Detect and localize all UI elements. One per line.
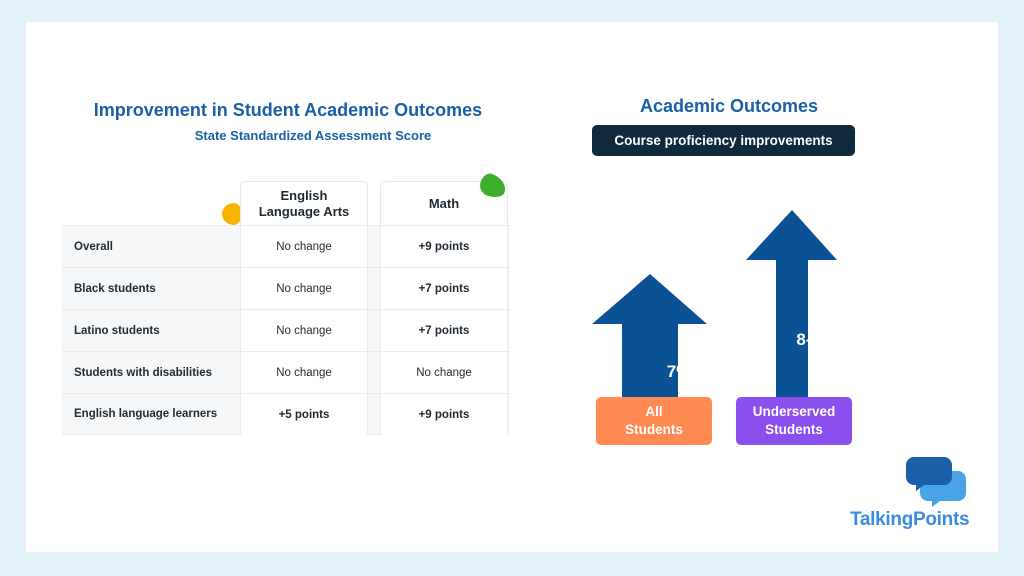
- row-label: Overall: [74, 240, 113, 253]
- column-header-ela-label: English Language Arts: [258, 187, 350, 219]
- outcomes-table: [62, 181, 510, 435]
- math-cell: +7 points: [380, 268, 508, 309]
- table-row: [62, 309, 510, 351]
- category-all-label: All Students: [625, 404, 683, 437]
- proficiency-pill: Course proficiency improvements: [592, 125, 855, 156]
- category-underserved-students: [736, 397, 852, 445]
- table-subtitle: State Standardized Assessment Score: [194, 128, 432, 143]
- math-cell: +7 points: [380, 310, 508, 351]
- row-label: Students with disabilities: [74, 366, 213, 379]
- column-header-math-label: Math: [428, 195, 460, 211]
- speech-bubbles-icon: [906, 455, 976, 507]
- arrow-value-all: 7%: [666, 362, 692, 381]
- table-row: [62, 351, 510, 393]
- column-header-ela: [240, 181, 368, 225]
- table-row: [62, 393, 510, 435]
- ela-cell: No change: [240, 226, 368, 267]
- row-label: Latino students: [74, 324, 160, 337]
- ela-cell: No change: [240, 268, 368, 309]
- math-cell: +9 points: [380, 394, 508, 435]
- talkingpoints-logo: [850, 455, 990, 535]
- table-row: [62, 267, 510, 309]
- outcomes-title: Academic Outcomes: [639, 96, 819, 116]
- arrow-value-underserved: 8-12%: [796, 330, 846, 349]
- arrow-underserved-students: [746, 210, 837, 418]
- table-header-row: [62, 181, 510, 225]
- yellow-blob-decoration: [222, 203, 242, 225]
- ela-cell: No change: [240, 352, 368, 393]
- ela-cell: No change: [240, 310, 368, 351]
- row-label: English language learners: [74, 408, 218, 420]
- table-row: [62, 225, 510, 267]
- row-label: Black students: [74, 282, 156, 295]
- category-underserved-label: Underserved Students: [752, 404, 836, 437]
- ela-cell: +5 points: [240, 394, 368, 435]
- category-all-students: [596, 397, 712, 445]
- logo-text: TalkingPoints: [850, 509, 970, 530]
- math-cell: No change: [380, 352, 508, 393]
- math-cell: +9 points: [380, 226, 508, 267]
- table-title: Improvement in Student Academic Outcomes: [93, 100, 483, 120]
